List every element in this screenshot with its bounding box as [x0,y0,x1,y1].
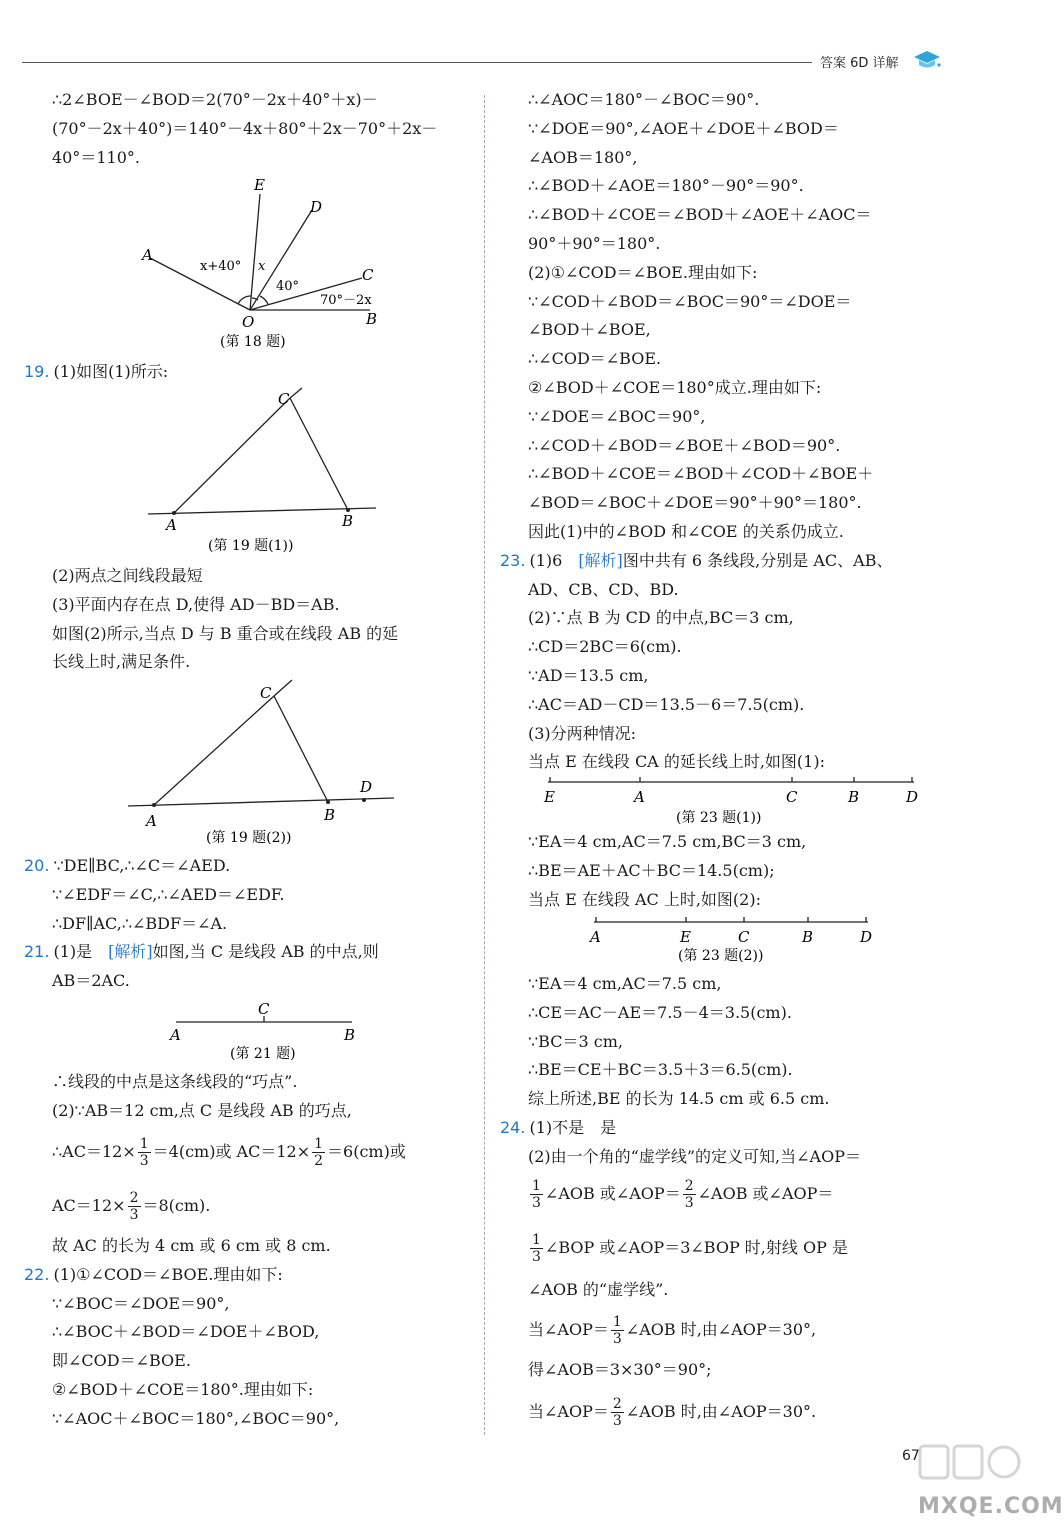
label-D: D [310,198,323,216]
label-B: B [344,1026,356,1044]
text-line: (2)∵点 B 为 CD 的中点,BC＝3 cm, [528,608,794,628]
label-E: E [254,176,265,194]
text-line: (1)不是 是 [529,1117,617,1137]
label-D: D [906,788,919,806]
q24-formula-3 [528,1308,816,1352]
analysis-tag: [解析] [108,942,153,962]
figure-caption: (第 21 题) [230,1046,296,1062]
q24-formula-2 [528,1226,848,1270]
text-span: ＝4(cm)或 AC＝12× [152,1142,311,1161]
fraction: $\frac{1}{3}$ [532,1232,541,1265]
text-span: 图中共有 6 条线段,分别是 AC、AB、 [622,550,893,570]
text-line: 故 AC 的长为 4 cm 或 6 cm 或 8 cm. [52,1236,331,1255]
q23-body-2 [500,828,806,914]
text-line: AD、CB、CD、BD. [528,579,679,599]
label-O: O [242,313,255,331]
q19-head [24,358,168,387]
header-rule [22,62,812,63]
text-line: 长线上时,满足条件. [52,652,191,672]
text-line: ∴线段的中点是这条线段的“巧点”. [52,1072,298,1091]
figure-caption: (第 23 题(2)) [678,948,764,964]
label-D: D [860,928,873,946]
text-line: ②∠BOD＋∠COE＝180°.理由如下: [52,1379,314,1399]
question-number: 21. [24,942,50,962]
ray-OE [250,194,260,310]
text-span: ∠AOB 或∠AOP＝ [697,1184,834,1203]
text-line: ∵BC＝3 cm, [528,1031,623,1051]
label-A: A [166,516,177,534]
figure-caption: (第 19 题(1)) [208,538,294,554]
right-column-top [500,86,892,777]
text-span: ∴AC＝12× [52,1142,136,1161]
text-line: ∠AOB 的“虚学线”. [528,1280,669,1299]
fraction: $\frac{2}{3}$ [612,1396,622,1429]
label-C: C [786,788,798,806]
text-span: (1)是 [53,942,93,962]
text-line: ∵∠BOC＝∠DOE＝90°, [52,1293,230,1313]
text-line: (2)两点之间线段最短 [52,566,203,585]
text-line: 当点 E 在线段 AC 上时,如图(2): [528,889,761,909]
text-line: (70°－2x＋40°)＝140°－4x＋80°＋2x－70°＋2x－ [52,118,438,138]
text-span: ∠AOB 时,由∠AOP＝30°. [625,1402,817,1421]
fraction: $\frac{1}{3}$ [612,1314,622,1347]
text-line: ∴DF∥AC,∴∠BDF＝∠A. [52,913,228,933]
q23-body-3 [500,970,861,1172]
text-span: ＝6(cm)或 [327,1142,406,1161]
question-number: 23. [500,550,526,570]
graduation-cap-icon [912,48,942,72]
label-A: A [146,812,157,830]
label-C: C [738,928,750,946]
figure-caption: (第 23 题(1)) [676,810,762,826]
text-line: ∵∠EDF＝∠C,∴∠AED＝∠EDF. [52,884,285,904]
text-span: 当∠AOP＝ [528,1320,609,1339]
text-line: 如图(2)所示,当点 D 与 B 重合或在线段 AB 的延 [52,623,399,643]
text-line: (2)①∠COD＝∠BOE.理由如下: [528,262,758,282]
text-span: (1)6 [529,550,563,570]
column-divider [484,95,485,1435]
text-line: 90°＋90°＝180°. [528,233,661,253]
label-B: B [802,928,814,946]
text-line: ∵∠COD＋∠BOD＝∠BOC＝90°＝∠DOE＝ [528,291,852,311]
text-line: 即∠COD＝∠BOE. [52,1351,191,1371]
question-number: 19. [24,362,50,381]
text-span: ∠BOP 或∠AOP＝3∠BOP 时,射线 OP 是 [544,1238,848,1257]
q24-line-4 [528,1356,712,1385]
text-line: ∴∠COD＋∠BOD＝∠BOE＋∠BOD＝90°. [528,435,841,455]
text-line: ∠AOB＝180°, [528,147,638,167]
fraction: $\frac{1}{2}$ [314,1136,324,1169]
figure-18 [130,172,390,352]
q21-formula-1 [52,1130,406,1174]
text-line: 因此(1)中的∠BOD 和∠COE 的关系仍成立. [528,521,844,541]
label-B: B [324,806,336,824]
text-line: 当点 E 在线段 CA 的延长线上时,如图(1): [528,752,825,772]
q24-formula-4 [528,1390,816,1434]
text-line: ∵∠DOE＝∠BOC＝90°, [528,406,706,426]
text-line: ∴AC＝AD－CD＝13.5－6＝7.5(cm). [528,694,805,714]
text-line: ∠BOD＝∠BOC＋∠DOE＝90°＋90°＝180°. [528,493,862,513]
text-span: 如图,当 C 是线段 AB 的中点,则 [152,942,379,962]
label-A: A [634,788,645,806]
fraction: $\frac{1}{3}$ [532,1178,541,1211]
text-line: (1)如图(1)所示: [53,362,169,381]
text-line: 得∠AOB＝3×30°＝90°; [528,1360,712,1379]
text-line: ∴BE＝CE＋BC＝3.5＋3＝6.5(cm). [528,1060,793,1080]
text-line: (1)①∠COD＝∠BOE.理由如下: [53,1264,283,1284]
figure-23-2 [584,912,884,968]
angle-label-2: x [258,259,266,274]
label-B: B [342,512,354,530]
header-title: 答案 6D 详解 [820,56,899,71]
q24-formula-1 [528,1172,833,1216]
text-line: 40°＝110°. [52,147,140,167]
fraction: $\frac{1}{3}$ [139,1136,149,1169]
text-line: (3)分两种情况: [528,723,637,743]
text-line: ∵EA＝4 cm,AC＝7.5 cm,BC＝3 cm, [528,832,807,851]
left-column-top [52,86,437,172]
question-number: 22. [24,1264,50,1284]
text-line: ∴CD＝2BC＝6(cm). [528,637,682,657]
text-line: ∴∠COD＝∠BOE. [528,349,662,369]
text-line: ∠BOD＋∠BOE, [528,320,651,340]
text-line: 综上所述,BE 的长为 14.5 cm 或 6.5 cm. [528,1089,830,1109]
text-line: ∵∠DOE＝90°,∠AOE＋∠DOE＋∠BOD＝ [528,118,839,138]
q22 [24,1232,339,1434]
label-C: C [278,390,290,408]
text-line: ∴BE＝AE＋AC＋BC＝14.5(cm); [528,860,775,880]
label-B: B [366,310,378,328]
text-span: ＝8(cm). [142,1196,211,1215]
text-line: ∵AD＝13.5 cm, [528,665,649,685]
q21-body [52,1068,352,1126]
angle-label-1: x+40° [200,259,242,274]
figure-19-1 [140,384,390,559]
label-D: D [360,778,373,796]
label-A: A [590,928,601,946]
figure-caption: (第 18 题) [220,334,286,350]
label-C: C [260,684,272,702]
text-line: ∴∠BOD＋∠COE＝∠BOD＋∠COD＋∠BOE＋ [528,464,874,484]
figure-caption: (第 19 题(2)) [206,830,292,846]
figure-19-2 [120,676,400,851]
text-line: ∴∠BOD＋∠COE＝∠BOD＋∠AOE＋∠AOC＝ [528,205,872,225]
text-line: ∴∠BOD＋∠AOE＝180°－90°＝90°. [528,176,804,196]
figure-23-1 [536,772,926,828]
text-line: (2)由一个角的“虚学线”的定义可知,当∠AOP＝ [528,1146,861,1166]
fraction: $\frac{2}{3}$ [129,1190,139,1223]
page-number: 67 [902,1448,920,1464]
q19-body [52,562,398,677]
q20 [24,852,379,996]
label-A: A [170,1026,181,1044]
fraction: $\frac{2}{3}$ [684,1178,694,1211]
angle-label-3: 40° [276,279,300,294]
figure-21 [160,996,370,1062]
watermark-text: MXQE.COM [918,1494,1064,1519]
text-line: ∵EA＝4 cm,AC＝7.5 cm, [528,974,722,993]
q21-formula-2 [52,1184,210,1228]
question-number: 24. [500,1117,526,1137]
text-line: ∴CE＝AC－AE＝7.5－4＝3.5(cm). [528,1002,792,1022]
label-B: B [848,788,860,806]
analysis-tag: [解析] [578,550,623,570]
text-line: ∴2∠BOE－∠BOD＝2(70°－2x＋40°＋x)－ [52,90,378,109]
text-span: AC＝12× [52,1196,126,1215]
text-line: (3)平面内存在点 D,使得 AD－BD＝AB. [52,594,340,614]
text-line: (2)∵AB＝12 cm,点 C 是线段 AB 的巧点, [52,1100,352,1120]
label-E: E [544,788,555,806]
text-line: AB＝2AC. [52,971,130,991]
text-line: ∵DE∥BC,∴∠C＝∠AED. [53,856,231,875]
text-line: ∴∠BOC＋∠BOD＝∠DOE＋∠BOD, [52,1322,320,1342]
label-C: C [258,1000,270,1018]
text-span: ∠AOB 时,由∠AOP＝30°, [625,1320,817,1339]
question-number: 20. [24,856,50,875]
text-span: 当∠AOP＝ [528,1402,609,1421]
label-E: E [680,928,691,946]
label-A: A [142,246,153,264]
q24-line-3 [528,1276,668,1305]
angle-label-4: 70°－2x [320,293,372,308]
text-span: ∠AOB 或∠AOP＝ [544,1184,681,1203]
text-line: ②∠BOD＋∠COE＝180°成立.理由如下: [528,377,822,397]
text-line: ∵∠AOC＋∠BOC＝180°,∠BOC＝90°, [52,1408,340,1428]
text-line: ∴∠AOC＝180°－∠BOC＝90°. [528,90,760,109]
label-C: C [362,266,374,284]
